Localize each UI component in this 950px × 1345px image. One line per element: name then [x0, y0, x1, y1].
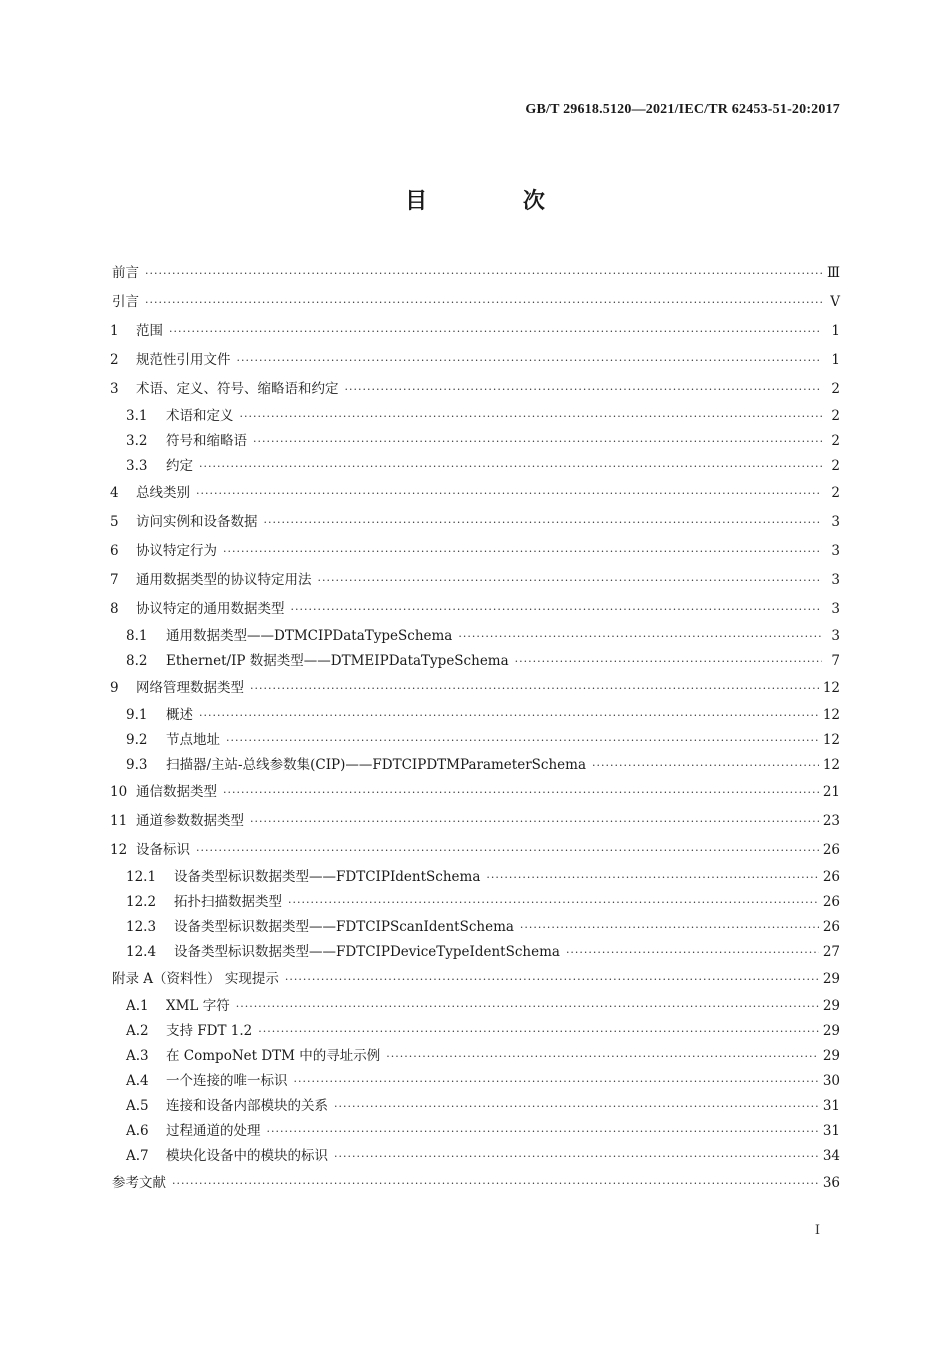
- toc-dot-leader: [250, 807, 819, 836]
- toc-entry-page: 26: [822, 894, 840, 910]
- toc-entry-label: XML 字符: [166, 998, 230, 1014]
- toc-dot-leader: [199, 454, 822, 479]
- toc-dot-leader: [169, 317, 822, 346]
- toc-entry-label: 访问实例和设备数据: [136, 514, 258, 530]
- toc-entry-page: 34: [822, 1148, 840, 1164]
- toc-entry[interactable]: [110, 836, 840, 865]
- toc-entry-page: 12: [822, 680, 840, 696]
- toc-dot-leader: [334, 1144, 819, 1169]
- toc-entry[interactable]: [110, 375, 840, 404]
- toc-dot-leader: [196, 836, 819, 865]
- toc-entry[interactable]: [110, 728, 840, 753]
- toc-entry-number: 10: [110, 784, 128, 800]
- toc-dot-leader: [592, 753, 819, 778]
- toc-entry[interactable]: [110, 674, 840, 703]
- toc-entry[interactable]: [110, 429, 840, 454]
- toc-entry[interactable]: [110, 703, 840, 728]
- toc-entry-label: 约定: [166, 458, 193, 474]
- toc-entry-page: 29: [822, 971, 840, 987]
- toc-entry[interactable]: [110, 259, 840, 288]
- toc-entry-page: 2: [831, 485, 840, 501]
- toc-entry-number: 8.1: [126, 628, 148, 644]
- page-folio: I: [814, 1223, 820, 1238]
- toc-entry-number: 3.2: [126, 433, 148, 449]
- toc-dot-leader: [566, 940, 819, 965]
- toc-entry[interactable]: [110, 454, 840, 479]
- toc-dot-leader: [345, 375, 823, 404]
- toc-entry-page: 2: [831, 458, 840, 474]
- toc-entry-number: 5: [110, 514, 119, 530]
- toc-entry-page: 31: [822, 1123, 840, 1139]
- toc-entry-number: A.2: [126, 1023, 149, 1039]
- toc-dot-leader: [294, 1069, 819, 1094]
- toc-entry[interactable]: [110, 994, 840, 1019]
- toc-entry-label: 符号和缩略语: [166, 433, 247, 449]
- toc-dot-leader: [145, 259, 822, 288]
- toc-entry-page: 21: [822, 784, 840, 800]
- toc-entry[interactable]: [110, 1169, 840, 1198]
- toc-entry[interactable]: [110, 566, 840, 595]
- toc-entry[interactable]: [110, 404, 840, 429]
- toc-entry-label: 总线类别: [136, 485, 190, 501]
- toc-entry[interactable]: [110, 595, 840, 624]
- toc-entry-label: 一个连接的唯一标识: [166, 1073, 288, 1089]
- toc-entry-number: 9.3: [126, 757, 148, 773]
- toc-entry-number: A.4: [126, 1073, 149, 1089]
- toc-entry-label: 模块化设备中的模块的标识: [166, 1148, 328, 1164]
- toc-entry-number: 12.2: [126, 894, 157, 910]
- toc-entry[interactable]: [110, 778, 840, 807]
- toc-dot-leader: [458, 624, 822, 649]
- toc-entry[interactable]: [110, 508, 840, 537]
- toc-entry[interactable]: [110, 915, 840, 940]
- toc-entry-number: 8: [110, 601, 119, 617]
- toc-entry-label: 网络管理数据类型: [136, 680, 244, 696]
- toc-entry-number: 6: [110, 543, 119, 559]
- toc-entry-label: 设备类型标识数据类型——FDTCIPDeviceTypeIdentSchema: [174, 944, 560, 960]
- toc-dot-leader: [258, 1019, 819, 1044]
- toc-dot-leader: [223, 537, 822, 566]
- toc-entry[interactable]: [110, 288, 840, 317]
- toc-entry-number: 1: [110, 323, 119, 339]
- toc-entry-number: 3: [110, 381, 119, 397]
- toc-entry-page: 3: [831, 572, 840, 588]
- toc-entry-page: 3: [831, 628, 840, 644]
- toc-dot-leader: [486, 865, 818, 890]
- toc-entry-number: 12.1: [126, 869, 157, 885]
- toc-entry-number: A.1: [126, 998, 149, 1014]
- toc-entry-number: 3.1: [126, 408, 148, 424]
- toc-entry-page: 29: [822, 998, 840, 1014]
- toc-entry-label: 范围: [136, 323, 163, 339]
- toc-entry-label: Ethernet/IP 数据类型——DTMEIPDataTypeSchema: [166, 653, 509, 669]
- toc-entry-number: 9.1: [126, 707, 148, 723]
- toc-entry-number: 8.2: [126, 653, 148, 669]
- toc-entry-label: 在 CompoNet DTM 中的寻址示例: [166, 1048, 381, 1064]
- toc-dot-leader: [237, 346, 823, 375]
- page-title: 目 次: [405, 189, 589, 214]
- toc-entry-page: 29: [822, 1023, 840, 1039]
- toc-dot-leader: [267, 1119, 819, 1144]
- toc-dot-leader: [285, 965, 819, 994]
- toc-entry[interactable]: [110, 346, 840, 375]
- toc-entry[interactable]: [110, 537, 840, 566]
- toc-entry-label: 协议特定的通用数据类型: [136, 601, 285, 617]
- table-of-contents: [110, 259, 840, 1198]
- toc-dot-leader: [226, 728, 819, 753]
- toc-entry-page: 3: [831, 543, 840, 559]
- toc-dot-leader: [240, 404, 823, 429]
- toc-entry-label: 设备类型标识数据类型——FDTCIPIdentSchema: [174, 869, 481, 885]
- toc-entry-page: 26: [822, 869, 840, 885]
- toc-dot-leader: [288, 890, 819, 915]
- toc-entry-number: 12.4: [126, 944, 157, 960]
- toc-entry-label: 设备类型标识数据类型——FDTCIPScanIdentSchema: [174, 919, 514, 935]
- toc-entry-page: 29: [822, 1048, 840, 1064]
- toc-entry-number: 9: [110, 680, 119, 696]
- toc-entry[interactable]: [110, 865, 840, 890]
- toc-dot-leader: [253, 429, 822, 454]
- toc-entry-number: 4: [110, 485, 119, 501]
- toc-entry-page: 27: [822, 944, 840, 960]
- toc-entry-label: 引言: [112, 294, 139, 310]
- toc-entry-number: 12: [110, 842, 128, 858]
- toc-entry-label: 通信数据类型: [136, 784, 217, 800]
- toc-entry-number: 7: [110, 572, 119, 588]
- toc-entry-page: 2: [831, 381, 840, 397]
- toc-dot-leader: [520, 915, 819, 940]
- toc-entry-label: 通用数据类型的协议特定用法: [136, 572, 312, 588]
- toc-entry[interactable]: [110, 624, 840, 649]
- toc-dot-leader: [236, 994, 819, 1019]
- toc-entry-page: 3: [831, 514, 840, 530]
- toc-entry-page: 23: [822, 813, 840, 829]
- toc-entry-page: 3: [831, 601, 840, 617]
- toc-entry[interactable]: [110, 479, 840, 508]
- toc-entry-page: 36: [822, 1175, 840, 1191]
- toc-dot-leader: [318, 566, 823, 595]
- standard-number: GB/T 29618.5120—2021/IEC/TR 62453-51-20:2017: [525, 102, 840, 117]
- toc-entry[interactable]: [110, 649, 840, 674]
- toc-entry-label: 通道参数数据类型: [136, 813, 244, 829]
- toc-entry-page: 2: [831, 408, 840, 424]
- toc-entry-page: 1: [831, 352, 840, 368]
- toc-dot-leader: [223, 778, 819, 807]
- toc-entry-label: 规范性引用文件: [136, 352, 231, 368]
- toc-dot-leader: [334, 1094, 819, 1119]
- toc-entry-label: 连接和设备内部模块的关系: [166, 1098, 328, 1114]
- toc-dot-leader: [250, 674, 819, 703]
- toc-entry[interactable]: [110, 1069, 840, 1094]
- toc-entry[interactable]: [110, 1019, 840, 1044]
- toc-entry-page: 2: [831, 433, 840, 449]
- toc-entry-page: 7: [831, 653, 840, 669]
- toc-entry[interactable]: [110, 1044, 840, 1069]
- toc-dot-leader: [515, 649, 822, 674]
- toc-entry[interactable]: [110, 753, 840, 778]
- toc-entry[interactable]: [110, 965, 840, 994]
- toc-entry[interactable]: [110, 1119, 840, 1144]
- toc-dot-leader: [386, 1044, 819, 1069]
- toc-entry-label: 概述: [166, 707, 193, 723]
- toc-entry-page: 1: [831, 323, 840, 339]
- toc-entry-page: 12: [822, 757, 840, 773]
- toc-entry-label: 协议特定行为: [136, 543, 217, 559]
- toc-entry-number: A.3: [126, 1048, 149, 1064]
- toc-entry-number: 9.2: [126, 732, 148, 748]
- toc-entry-page: Ⅲ: [826, 265, 840, 281]
- toc-entry-page: 31: [822, 1098, 840, 1114]
- toc-entry-page: 12: [822, 732, 840, 748]
- toc-entry-page: 26: [822, 919, 840, 935]
- toc-entry-label: 扫描器/主站-总线参数集(CIP)——FDTCIPDTMParameterSchema: [166, 757, 587, 773]
- toc-entry-label: 附录 A（资料性） 实现提示: [112, 971, 279, 987]
- toc-entry[interactable]: [110, 1144, 840, 1169]
- toc-entry[interactable]: [110, 890, 840, 915]
- toc-entry-page: Ⅴ: [830, 294, 840, 310]
- toc-entry[interactable]: [110, 807, 840, 836]
- toc-entry-number: 11: [110, 813, 128, 829]
- toc-entry-label: 支持 FDT 1.2: [166, 1023, 253, 1039]
- toc-entry-label: 术语、定义、符号、缩略语和约定: [136, 381, 339, 397]
- toc-entry[interactable]: [110, 940, 840, 965]
- toc-entry-label: 术语和定义: [166, 408, 234, 424]
- toc-dot-leader: [145, 288, 822, 317]
- toc-entry-label: 通用数据类型——DTMCIPDataTypeSchema: [166, 628, 453, 644]
- toc-entry[interactable]: [110, 1094, 840, 1119]
- toc-entry-label: 拓扑扫描数据类型: [174, 894, 282, 910]
- toc-entry-number: 12.3: [126, 919, 157, 935]
- toc-entry-page: 30: [822, 1073, 840, 1089]
- toc-entry-number: 2: [110, 352, 119, 368]
- toc-entry[interactable]: [110, 317, 840, 346]
- toc-entry-number: A.5: [126, 1098, 149, 1114]
- toc-entry-label: 前言: [112, 265, 139, 281]
- toc-entry-number: A.6: [126, 1123, 149, 1139]
- toc-entry-label: 设备标识: [136, 842, 190, 858]
- toc-entry-number: 3.3: [126, 458, 148, 474]
- toc-entry-label: 参考文献: [112, 1175, 166, 1191]
- toc-entry-label: 过程通道的处理: [166, 1123, 261, 1139]
- toc-dot-leader: [196, 479, 822, 508]
- toc-entry-number: A.7: [126, 1148, 149, 1164]
- toc-entry-page: 26: [822, 842, 840, 858]
- toc-dot-leader: [172, 1169, 819, 1198]
- toc-dot-leader: [291, 595, 823, 624]
- toc-entry-label: 节点地址: [166, 732, 220, 748]
- toc-dot-leader: [199, 703, 819, 728]
- toc-entry-page: 12: [822, 707, 840, 723]
- toc-dot-leader: [264, 508, 823, 537]
